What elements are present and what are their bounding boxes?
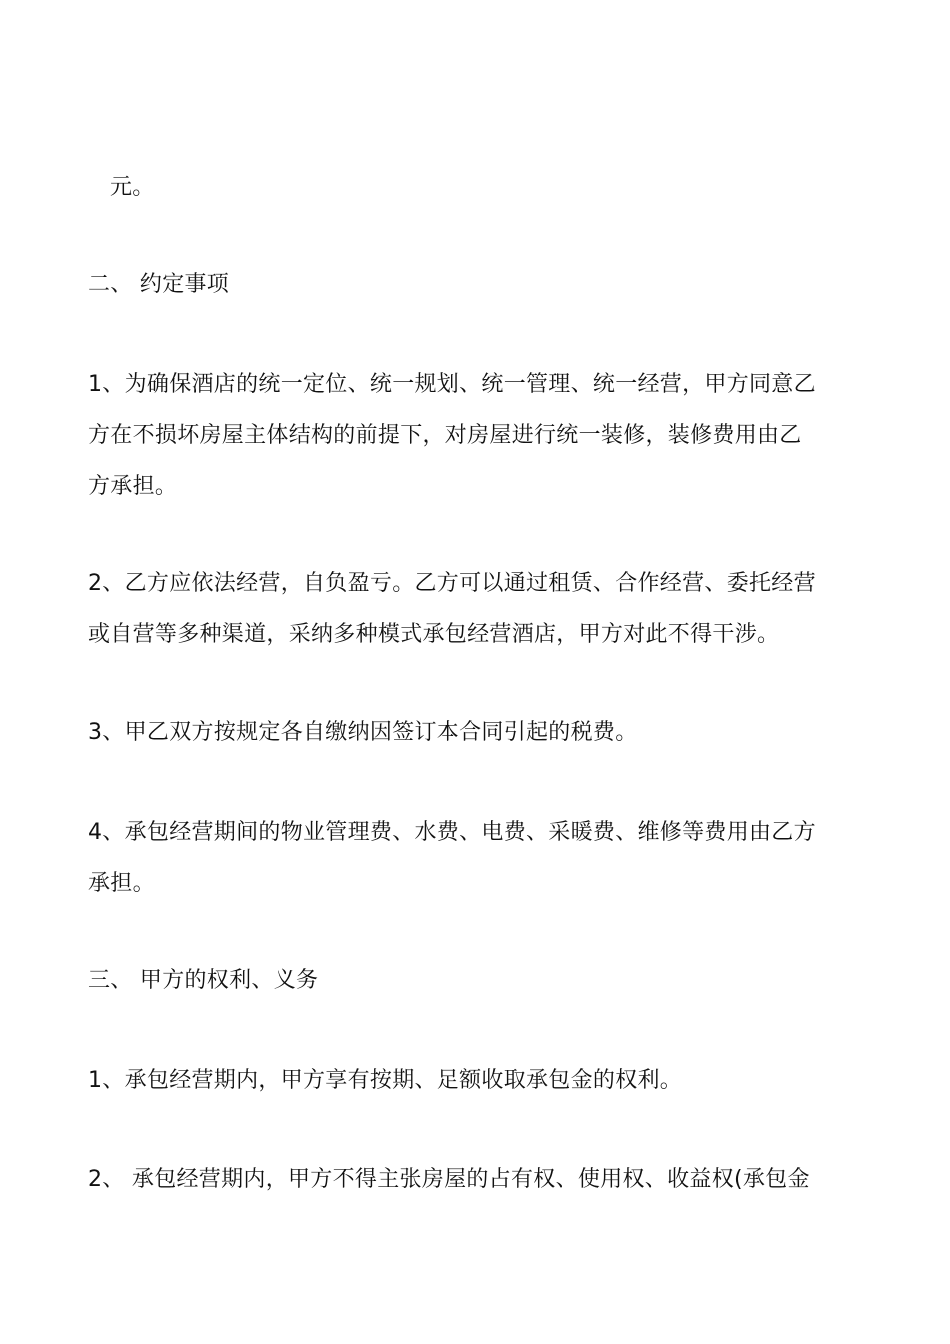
clause-line: 方在不损坏房屋主体结构的前提下，对房屋进行统一装修，装修费用由乙 (88, 423, 802, 448)
section-heading-party-a-rights: 三、 甲方的权利、义务 (88, 968, 319, 993)
text-line-amount-unit: 元。 (110, 175, 155, 200)
clause-line: 1、为确保酒店的统一定位、统一规划、统一管理、统一经营，甲方同意乙 (88, 372, 816, 397)
clause-line: 承担。 (88, 871, 155, 896)
clause-line: 方承担。 (88, 474, 178, 499)
section-heading-agreed-matters: 二、 约定事项 (88, 272, 230, 297)
clause-line: 2、乙方应依法经营，自负盈亏。乙方可以通过租赁、合作经营、委托经营 (88, 571, 816, 596)
clause-line: 3、甲乙双方按规定各自缴纳因签订本合同引起的税费。 (88, 720, 638, 745)
clause-line: 1、承包经营期内，甲方享有按期、足额收取承包金的权利。 (88, 1068, 683, 1093)
clause-line: 或自营等多种渠道，采纳多种模式承包经营酒店，甲方对此不得干涉。 (88, 622, 780, 647)
clause-line: 4、承包经营期间的物业管理费、水费、电费、采暖费、维修等费用由乙方 (88, 820, 816, 845)
clause-line: 2、 承包经营期内，甲方不得主张房屋的占有权、使用权、收益权(承包金 (88, 1167, 810, 1192)
